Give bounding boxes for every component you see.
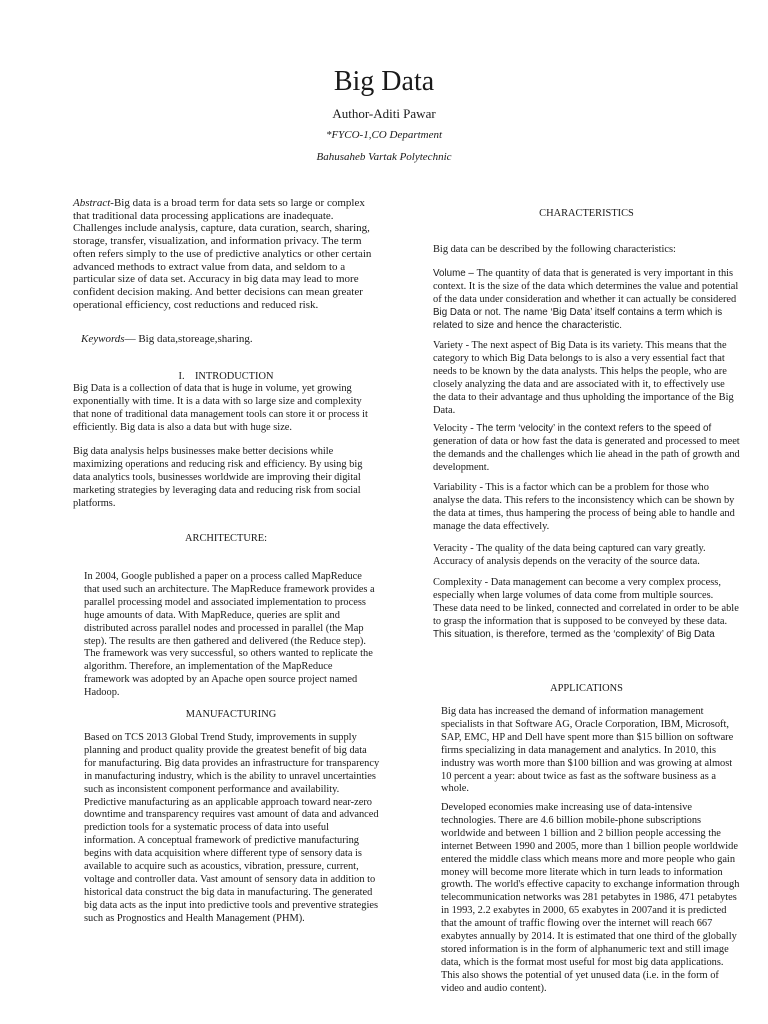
characteristic-complexity [433,577,740,642]
keywords-text: Big data,storeage,sharing. [138,333,253,345]
architecture-text: In 2004, Google published a paper on a process called MapReduce that used such an architecture. The MapReduce framework provides a parallel processing model and associated implementation to process huge amounts of data. With MapReduce, queries are split and distributed across parallel nodes and processed in parallel (the Map step). The results are then gathered and delivered (the Reduce step). The framework was very successful, so others wanted to replicate the algorithm. Therefore, an implementation of the MapReduce framework was adopted by an Apache open source project named Hadoop. [84,571,375,699]
department-line: *FYCO-1,CO Department [325,129,443,141]
manufacturing-text: Based on TCS 2013 Global Trend Study, improvements in supply planning and product quality provide the greatest benefit of big data for manufacturing. Big data provides an infrastructure for transparency in manufacturing industry, which is the ability to unravel uncertainties such as inconsistent component performance and availability. Predictive manufacturing as an applicable approach toward near-zero downtime and transparency requires vast amount of data and advanced prediction tools for a systematic process of data into useful information. A conceptual framework of predictive manufacturing begins with data acquisition where different type of sensory data is available to acquire such as acoustics, vibration, pressure, current, voltage and controller data. Vast amount of sensory data in addition to historical data construct the big data in manufacturing. The generated big data acts as the input into predictive tools and preventive strategies such as Prognostics and Health Management (PHM). [84,732,380,924]
volume-label: Volume – [433,268,477,279]
characteristics-heading: CHARACTERISTICS [539,208,634,219]
author-line: Author-Aditi Pawar [332,106,436,121]
architecture-heading: ARCHITECTURE: [185,533,267,544]
characteristic-velocity [433,423,740,475]
institution-line: Bahusaheb Vartak Polytechnic [316,151,452,163]
characteristics-intro: Big data can be described by the following characteristics: [433,244,676,255]
abstract [73,197,379,311]
keywords-dash: — [124,333,139,345]
characteristic-variety: Variety - The next aspect of Big Data is its variety. This means that the category to which Big Data belongs to is also a very essential fact that needs to be known by the data analysts. This helps the people, who are closely analyzing the data and are associated with it, to effectively use the data to their advantage and thus upholding the importance of the Big Data. [433,340,734,416]
complexity-text: Complexity - Data management can become a very complex process, especially when large volumes of data come from multiple sources. These data need to be linked, connected and correlated in order to be able to grasp the information that is supposed to be conveyed by these data. [433,577,739,627]
applications-paragraph-2: Developed economies make increasing use of data-intensive technologies. There are 4.6 billion mobile-phone subscriptions worldwide and between 1 billion and 2 billion people accessing the internet Between 1990 and 2005, more than 1 billion people worldwide entered the middle class which means more and more people who gain money will become more literate which in turn leads to information growth. The world's effective capacity to exchange information through telecommunication networks was 281 petabytes in 1986, 471 petabytes in 1993, 2.2 exabytes in 2000, 65 exabytes in 2007and it is predicted that the amount of traffic flowing over the internet will reach 667 exabytes annually by 2014. It is estimated that one third of the globally stored information is in the form of alphanumeric text and still image data, which is the format most useful for most big data applications. This also shows the potential of yet unused data (i.e. in the form of video and audio content). [441,802,740,994]
abstract-label: Abstract- [73,197,114,209]
characteristic-variability: Variability - This is a factor which can be a problem for those who analyse the data. This refers to the inconsistency which can be shown by the data at times, thus hampering the process of being able to handle and manage the data effectively. [433,482,735,532]
applications-paragraph-1: Big data has increased the demand of information management specialists in that Software AG, Oracle Corporation, IBM, Microsoft, SAP, EMC, HP and Dell have spent more than $15 billion on software firms specializing in data management and analytics. In 2010, this industry was worth more than $100 billion and was growing at almost 10 percent a year: about twice as fast as the software business as a whole. [441,706,734,795]
characteristic-veracity: Veracity - The quality of the data being captured can vary greatly. Accuracy of analysis depends on the veracity of the source data. [433,543,706,567]
introduction-paragraph-2: Big data analysis helps businesses make better decisions while maximizing operations and reducing risk and efficiency. By using big data analytics tools, businesses worldwide are improving their digital marketing strategies by leveraging data and reducing risk from social platforms. [73,446,363,509]
introduction-paragraph-1: Big Data is a collection of data that is huge in volume, yet growing exponentially with time. It is a data with so large size and complexity that none of traditional data management tools can store it or process it efficiently. Big data is also a data but with huge size. [73,383,368,433]
keywords-label: Keywords [81,333,125,345]
velocity-text: The term ‘velocity’ in the context refers to the speed of [476,423,712,434]
complexity-text-cont: This situation, is therefore, termed as the ‘complexity’ of Big Data [433,628,715,640]
applications-heading: APPLICATIONS [550,683,623,694]
volume-text-cont: Big Data or not. The name ‘Big Data’ itself contains a term which is related to size and hence the characteristic. [433,306,723,331]
paper-title: Big Data [333,66,435,97]
velocity-label: Velocity - [433,423,477,434]
abstract-text: Big data is a broad term for data sets so large or complex that traditional data processing applications are inadequate. Challenges include analysis, capture, data curation, search, sharing, storage, transfer, visualization, and information privacy. The term often refers simply to the use of predictive analytics or other certain advanced methods to extract value from data, and seldom to a particular size of data set. Accuracy in big data may lead to more confident decision making. And better decisions can mean greater operational efficiency, cost reductions and reduced risk. [73,197,372,311]
manufacturing-heading: MANUFACTURING [185,709,277,720]
introduction-heading: I. INTRODUCTION [178,371,274,382]
velocity-text-cont: generation of data or how fast the data is generated and processed to meet the demands and the challenges which lie ahead in the path of growth and development. [433,435,740,473]
characteristic-volume [433,268,740,333]
volume-text: The quantity of data that is generated is very important in this context. It is the size of the data which determines the value and potential of the data under consideration and whether it can actually be considered [433,268,739,305]
keywords [81,333,379,346]
